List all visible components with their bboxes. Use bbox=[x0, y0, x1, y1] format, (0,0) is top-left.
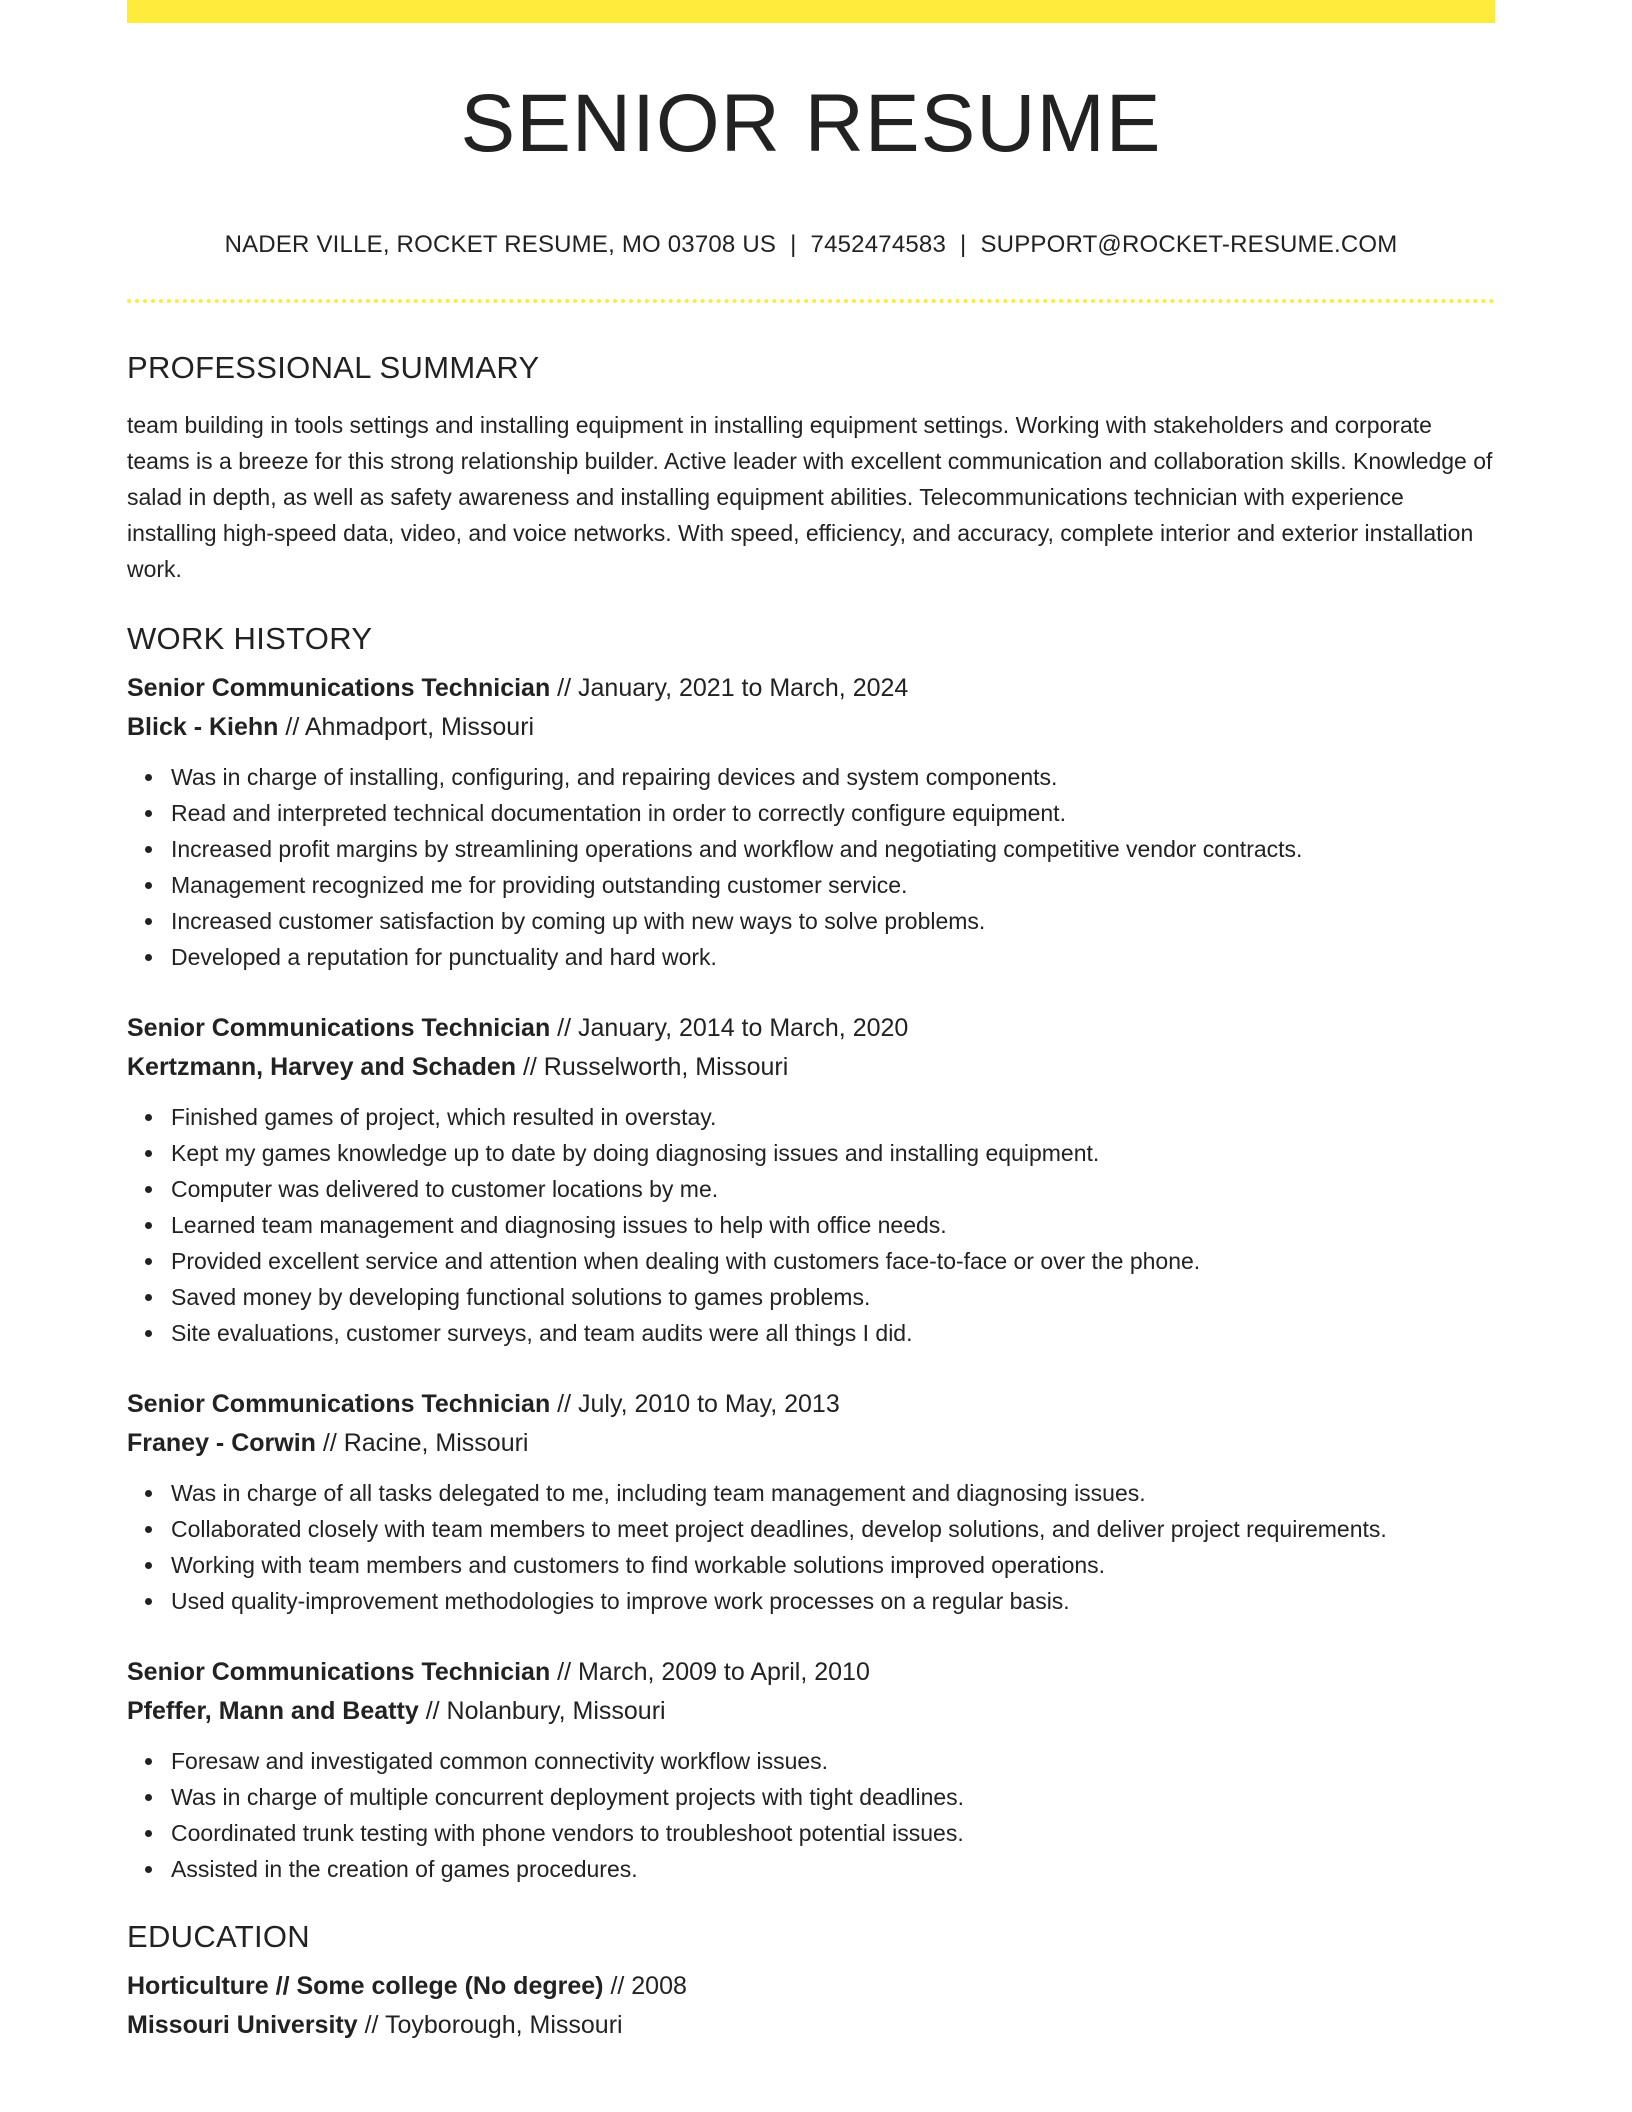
job-company: Pfeffer, Mann and Beatty bbox=[127, 1697, 419, 1725]
top-accent-bar bbox=[127, 0, 1495, 23]
contact-separator: | bbox=[960, 231, 967, 258]
job-entry bbox=[127, 1385, 1495, 1619]
contact-phone: 7452474583 bbox=[810, 231, 947, 258]
job-company-line bbox=[127, 1424, 1495, 1463]
job-title-line bbox=[127, 1385, 1495, 1424]
summary-text: team building in tools settings and installing equipment in installing equipment settings. Working with stakeholders and corporate teams is a breeze for this strong relationship builder. Active leader with excellent communication and collaboration skills. Knowledge of salad in depth, as well as safety awareness and installing equipment abilities. Telecommunications technician with experience installing high-speed data, video, and voice networks. With speed, efficiency, and accuracy, complete interior and exterior installation work. bbox=[127, 412, 1493, 582]
job-role: Senior Communications Technician bbox=[127, 1390, 551, 1418]
job-bullets bbox=[127, 1475, 1495, 1619]
list-item: Increased profit margins by streamlining operations and workflow and negotiating competitive vendor contracts. bbox=[171, 831, 1495, 867]
list-item: Was in charge of installing, configuring, and repairing devices and system components. bbox=[171, 759, 1495, 795]
job-role: Senior Communications Technician bbox=[127, 674, 551, 702]
job-bullets bbox=[127, 759, 1495, 975]
list-item: Coordinated trunk testing with phone vendors to troubleshoot potential issues. bbox=[171, 1815, 1495, 1851]
list-item: Collaborated closely with team members to meet project deadlines, develop solutions, and deliver project requirements. bbox=[171, 1511, 1495, 1547]
list-item: Developed a reputation for punctuality and hard work. bbox=[171, 939, 1495, 975]
education-school-line bbox=[127, 2006, 1495, 2045]
job-entry bbox=[127, 1009, 1495, 1351]
list-item: Was in charge of multiple concurrent deployment projects with tight deadlines. bbox=[171, 1779, 1495, 1815]
dotted-divider bbox=[127, 299, 1495, 303]
list-item: Foresaw and investigated common connectivity workflow issues. bbox=[171, 1743, 1495, 1779]
job-title-line bbox=[127, 1009, 1495, 1048]
job-title-line bbox=[127, 1653, 1495, 1692]
list-item: Was in charge of all tasks delegated to me, including team management and diagnosing issues. bbox=[171, 1475, 1495, 1511]
job-location: // Ahmadport, Missouri bbox=[285, 713, 535, 741]
contact-line bbox=[127, 231, 1495, 259]
education-degree: Horticulture // Some college (No degree) bbox=[127, 1972, 604, 2000]
job-dates: // March, 2009 to April, 2010 bbox=[557, 1658, 870, 1686]
list-item: Finished games of project, which resulted in overstay. bbox=[171, 1099, 1495, 1135]
list-item: Kept my games knowledge up to date by doing diagnosing issues and installing equipment. bbox=[171, 1135, 1495, 1171]
job-company: Kertzmann, Harvey and Schaden bbox=[127, 1053, 517, 1081]
resume-name: SENIOR RESUME bbox=[460, 78, 1162, 169]
job-title-line bbox=[127, 669, 1495, 708]
list-item: Working with team members and customers to find workable solutions improved operations. bbox=[171, 1547, 1495, 1583]
job-location: // Russelworth, Missouri bbox=[522, 1053, 789, 1081]
education-location: // Toyborough, Missouri bbox=[364, 2011, 623, 2039]
job-company-line bbox=[127, 708, 1495, 747]
list-item: Provided excellent service and attention when dealing with customers face-to-face or over the phone. bbox=[171, 1243, 1495, 1279]
list-item: Used quality-improvement methodologies to improve work processes on a regular basis. bbox=[171, 1583, 1495, 1619]
job-company-line bbox=[127, 1048, 1495, 1087]
job-dates: // July, 2010 to May, 2013 bbox=[557, 1390, 840, 1418]
list-item: Saved money by developing functional solutions to games problems. bbox=[171, 1279, 1495, 1315]
education-year: // 2008 bbox=[610, 1972, 687, 2000]
list-item: Computer was delivered to customer locations by me. bbox=[171, 1171, 1495, 1207]
list-item: Site evaluations, customer surveys, and team audits were all things I did. bbox=[171, 1315, 1495, 1351]
education-degree-line bbox=[127, 1967, 1495, 2006]
job-company: Blick - Kiehn bbox=[127, 713, 279, 741]
list-item: Increased customer satisfaction by coming up with new ways to solve problems. bbox=[171, 903, 1495, 939]
job-role: Senior Communications Technician bbox=[127, 1658, 551, 1686]
contact-address: NADER VILLE, ROCKET RESUME, MO 03708 US bbox=[224, 231, 777, 258]
resume-page bbox=[127, 0, 1495, 2045]
contact-separator: | bbox=[790, 231, 797, 258]
job-dates: // January, 2021 to March, 2024 bbox=[557, 674, 909, 702]
job-location: // Racine, Missouri bbox=[322, 1429, 529, 1457]
list-item: Management recognized me for providing outstanding customer service. bbox=[171, 867, 1495, 903]
education-heading: EDUCATION bbox=[127, 1919, 310, 1954]
job-location: // Nolanbury, Missouri bbox=[425, 1697, 666, 1725]
education-school: Missouri University bbox=[127, 2011, 358, 2039]
work-history-heading: WORK HISTORY bbox=[127, 621, 373, 656]
job-dates: // January, 2014 to March, 2020 bbox=[557, 1014, 909, 1042]
list-item: Assisted in the creation of games procedures. bbox=[171, 1851, 1495, 1887]
contact-email: SUPPORT@ROCKET-RESUME.COM bbox=[980, 231, 1398, 258]
job-company: Franey - Corwin bbox=[127, 1429, 316, 1457]
summary-heading: PROFESSIONAL SUMMARY bbox=[127, 350, 540, 385]
job-company-line bbox=[127, 1692, 1495, 1731]
work-history-list bbox=[127, 669, 1495, 1887]
job-entry bbox=[127, 669, 1495, 975]
job-entry bbox=[127, 1653, 1495, 1887]
list-item: Read and interpreted technical documentation in order to correctly configure equipment. bbox=[171, 795, 1495, 831]
job-bullets bbox=[127, 1099, 1495, 1351]
job-bullets bbox=[127, 1743, 1495, 1887]
job-role: Senior Communications Technician bbox=[127, 1014, 551, 1042]
list-item: Learned team management and diagnosing issues to help with office needs. bbox=[171, 1207, 1495, 1243]
